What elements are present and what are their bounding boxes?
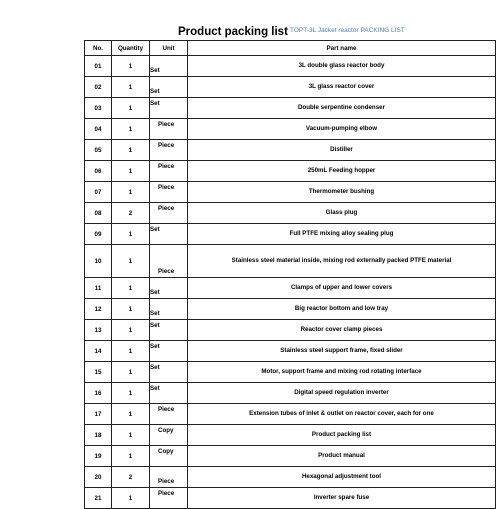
header-no: No.	[85, 41, 112, 56]
row-part-name: Thermometer bushing	[188, 182, 496, 203]
table-row	[85, 224, 496, 245]
table-row	[85, 383, 496, 404]
row-no: 13	[85, 320, 112, 341]
table-row	[85, 425, 496, 446]
row-unit: Piece	[150, 245, 188, 278]
row-part-name: Clamps of upper and lower covers	[188, 278, 496, 299]
row-quantity: 1	[112, 140, 150, 161]
row-unit: Piece	[150, 140, 188, 161]
header-part-name: Part name	[188, 41, 496, 56]
row-quantity: 1	[112, 245, 150, 278]
row-part-name: Distiller	[188, 140, 496, 161]
row-quantity: 1	[112, 425, 150, 446]
table-row	[85, 299, 496, 320]
row-quantity: 1	[112, 320, 150, 341]
row-unit: Set	[150, 278, 188, 299]
row-unit: Set	[150, 341, 188, 362]
row-unit: Set	[150, 362, 188, 383]
row-part-name: Product manual	[188, 446, 496, 467]
row-no: 17	[85, 404, 112, 425]
row-quantity: 1	[112, 299, 150, 320]
row-unit: Set	[150, 320, 188, 341]
row-quantity: 1	[112, 224, 150, 245]
table-row	[85, 404, 496, 425]
row-no: 10	[85, 245, 112, 278]
row-unit: Piece	[150, 182, 188, 203]
table-row	[85, 203, 496, 224]
row-part-name: Stainless steel support frame, fixed slider	[188, 341, 496, 362]
row-unit: Piece	[150, 203, 188, 224]
row-no: 04	[85, 119, 112, 140]
row-part-name: Digital speed regulation inverter	[188, 383, 496, 404]
row-no: 11	[85, 278, 112, 299]
table-row	[85, 119, 496, 140]
row-quantity: 1	[112, 182, 150, 203]
row-quantity: 1	[112, 404, 150, 425]
row-unit: Set	[150, 383, 188, 404]
table-row	[85, 182, 496, 203]
row-no: 07	[85, 182, 112, 203]
row-part-name: 3L glass reactor cover	[188, 77, 496, 98]
table-row	[85, 278, 496, 299]
row-quantity: 1	[112, 119, 150, 140]
row-part-name: Product packing list	[188, 425, 496, 446]
row-no: 01	[85, 56, 112, 77]
row-quantity: 2	[112, 467, 150, 488]
row-part-name: 3L double glass reactor body	[188, 56, 496, 77]
page-subtitle: TOPT-3L Jacket reactor PACKING LIST	[290, 27, 405, 34]
table-row	[85, 98, 496, 119]
row-part-name: Vacuum-pumping elbow	[188, 119, 496, 140]
row-no: 12	[85, 299, 112, 320]
header-quantity: Quantity	[112, 41, 150, 56]
row-part-name: Extension tubes of inlet & outlet on reactor cover, each for one	[188, 404, 496, 425]
row-no: 05	[85, 140, 112, 161]
row-quantity: 1	[112, 161, 150, 182]
row-no: 20	[85, 467, 112, 488]
row-part-name: 250mL Feeding hopper	[188, 161, 496, 182]
table-row	[85, 320, 496, 341]
row-quantity: 1	[112, 488, 150, 509]
table-header-row	[85, 41, 496, 56]
row-no: 21	[85, 488, 112, 509]
page-title: Product packing list	[178, 26, 288, 38]
row-part-name: Double serpentine condenser	[188, 98, 496, 119]
row-quantity: 1	[112, 98, 150, 119]
row-no: 02	[85, 77, 112, 98]
row-no: 18	[85, 425, 112, 446]
row-no: 09	[85, 224, 112, 245]
row-part-name: Reactor cover clamp pieces	[188, 320, 496, 341]
table-row	[85, 77, 496, 98]
row-no: 08	[85, 203, 112, 224]
row-quantity: 1	[112, 56, 150, 77]
row-unit: Set	[150, 98, 188, 119]
table-row	[85, 341, 496, 362]
row-quantity: 1	[112, 446, 150, 467]
table-row	[85, 446, 496, 467]
row-unit: Set	[150, 56, 188, 77]
row-quantity: 1	[112, 362, 150, 383]
row-unit: Set	[150, 224, 188, 245]
row-unit: Set	[150, 77, 188, 98]
row-unit: Piece	[150, 404, 188, 425]
row-part-name: Big reactor bottom and low tray	[188, 299, 496, 320]
row-no: 06	[85, 161, 112, 182]
row-part-name: Stainless steel material inside, mixing rod externally packed PTFE material	[188, 245, 496, 278]
row-unit: Copy	[150, 446, 188, 467]
table-row	[85, 140, 496, 161]
row-unit: Copy	[150, 425, 188, 446]
row-quantity: 1	[112, 77, 150, 98]
table-row	[85, 56, 496, 77]
table-row	[85, 161, 496, 182]
row-no: 14	[85, 341, 112, 362]
table-row	[85, 245, 496, 278]
row-part-name: Inverter spare fuse	[188, 488, 496, 509]
table-row	[85, 467, 496, 488]
row-unit: Piece	[150, 119, 188, 140]
table-row	[85, 488, 496, 509]
row-part-name: Glass plug	[188, 203, 496, 224]
row-no: 16	[85, 383, 112, 404]
packing-list-table	[84, 40, 496, 509]
row-unit: Piece	[150, 161, 188, 182]
row-unit: Set	[150, 299, 188, 320]
row-unit: Piece	[150, 467, 188, 488]
row-quantity: 1	[112, 383, 150, 404]
row-part-name: Full PTFE mixing alloy sealing plug	[188, 224, 496, 245]
row-no: 19	[85, 446, 112, 467]
header-unit: Unit	[150, 41, 188, 56]
row-no: 03	[85, 98, 112, 119]
row-quantity: 1	[112, 341, 150, 362]
row-part-name: Motor, support frame and mixing rod rotating interface	[188, 362, 496, 383]
row-quantity: 2	[112, 203, 150, 224]
table-row	[85, 362, 496, 383]
row-no: 15	[85, 362, 112, 383]
row-quantity: 1	[112, 278, 150, 299]
row-unit: Piece	[150, 488, 188, 509]
row-part-name: Hexagonal adjustment tool	[188, 467, 496, 488]
